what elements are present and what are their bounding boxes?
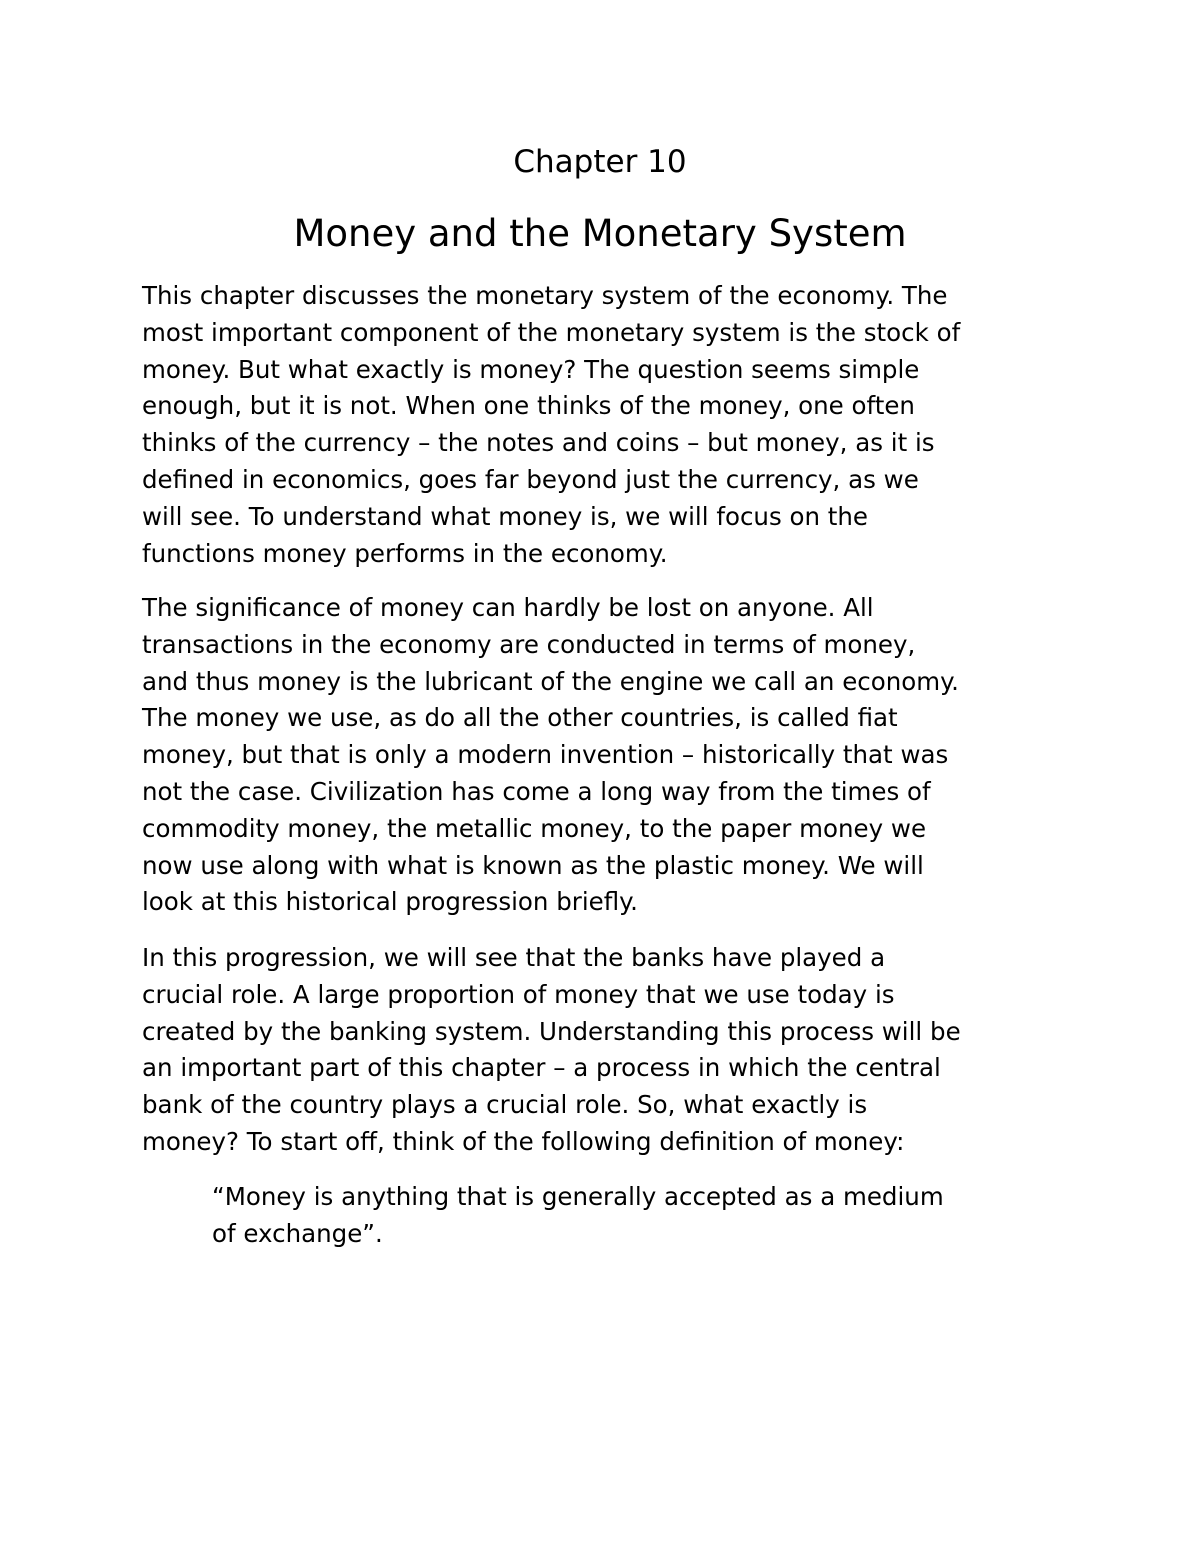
- body-paragraph-3: In this progression, we will see that the banks have played a crucial role. A large proportion of money that we use today is created by the banking system. Understanding this process will be an important part of this chapter – a process in which the central bank of the country plays a crucial role. So, what exactly is money? To start off, think of the following definition of money:: [142, 943, 961, 1156]
- chapter-title: Money and the Monetary System: [293, 212, 907, 255]
- body-paragraph-1: This chapter discusses the monetary system of the economy. The most important component of the monetary system is the stock of money. But what exactly is money? The question seems simple enough, but it is not. When one thinks of the money, one often thinks of the currency – the notes and coins – but money, as it is defined in economics, goes far beyond just the currency, as we will see. To understand what money is, we will focus on the functions money performs in the economy.: [142, 281, 961, 568]
- body-paragraph-2: The significance of money can hardly be lost on anyone. All transactions in the economy are conducted in terms of money, and thus money is the lubricant of the engine we call an economy. The money we use, as do all the other countries, is called fiat money, but that is only a modern invention – historically that was not the case. Civilization has come a long way from the times of commodity money, the metallic money, to the paper money we now use along with what is known as the plastic money. We will look at this historical progression briefly.: [142, 593, 959, 917]
- chapter-label: Chapter 10: [513, 144, 687, 180]
- definition-quote: “Money is anything that is generally accepted as a medium of exchange”.: [212, 1182, 944, 1248]
